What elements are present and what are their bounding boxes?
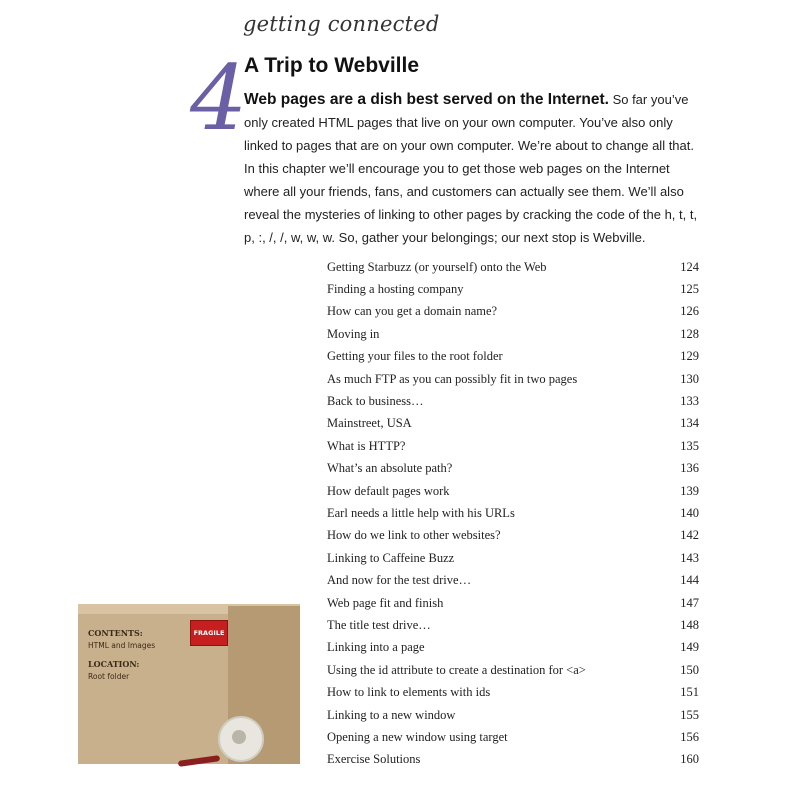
toc-entry-title: Getting Starbuzz (or yourself) onto the Web xyxy=(327,259,547,274)
toc-entry-title: Getting your files to the root folder xyxy=(327,349,503,364)
toc-entry-page: 149 xyxy=(680,640,699,655)
toc-entry-title: Linking to Caffeine Buzz xyxy=(327,550,455,565)
toc-entry-page: 151 xyxy=(680,685,699,700)
box-label xyxy=(88,628,155,690)
toc-entry-page: 148 xyxy=(680,617,699,632)
toc-entry xyxy=(327,749,699,771)
toc-entry xyxy=(327,637,699,659)
toc-entry xyxy=(327,390,699,412)
toc-entry-page: 128 xyxy=(680,326,699,341)
toc-entry xyxy=(327,681,699,703)
box-location-label: LOCATION: xyxy=(88,659,140,669)
toc-entry-page: 130 xyxy=(680,371,699,386)
toc-entry-title: How do we link to other websites? xyxy=(327,528,501,543)
fragile-sticker: FRAGILE xyxy=(190,620,228,646)
toc-entry-title: How to link to elements with ids xyxy=(327,685,491,700)
toc-entry-page: 136 xyxy=(680,461,699,476)
box-contents-label: CONTENTS: xyxy=(88,628,143,638)
toc-entry xyxy=(327,704,699,726)
toc-entry xyxy=(327,547,699,569)
toc-entry-page: 142 xyxy=(680,528,699,543)
table-of-contents xyxy=(327,256,699,771)
toc-entry-title: Moving in xyxy=(327,326,380,341)
toc-entry-page: 155 xyxy=(680,707,699,722)
toc-entry-title: What’s an absolute path? xyxy=(327,461,453,476)
toc-entry xyxy=(327,525,699,547)
toc-entry-title: And now for the test drive… xyxy=(327,573,472,588)
toc-entry-page: 139 xyxy=(680,483,699,498)
toc-entry-page: 156 xyxy=(680,729,699,744)
toc-entry-title: As much FTP as you can possibly fit in two pages xyxy=(327,371,578,386)
box-location-value: Root folder xyxy=(88,672,130,681)
toc-entry xyxy=(327,278,699,300)
toc-entry xyxy=(327,256,699,278)
toc-entry-page: 126 xyxy=(680,304,699,319)
toc-entry xyxy=(327,346,699,368)
moving-box-illustration xyxy=(70,598,280,778)
toc-entry xyxy=(327,458,699,480)
toc-entry xyxy=(327,659,699,681)
toc-entry-title: Web page fit and finish xyxy=(327,595,444,610)
toc-entry-page: 124 xyxy=(680,259,699,274)
toc-entry xyxy=(327,323,699,345)
toc-entry xyxy=(327,435,699,457)
box-contents-value: HTML and Images xyxy=(88,641,156,650)
toc-entry xyxy=(327,726,699,748)
toc-entry-title: The title test drive… xyxy=(327,617,431,632)
toc-entry-page: 150 xyxy=(680,662,699,677)
toc-entry-title: Exercise Solutions xyxy=(327,752,421,767)
toc-entry-title: Linking into a page xyxy=(327,640,425,655)
running-head: getting connected xyxy=(243,12,440,36)
toc-entry-page: 133 xyxy=(680,394,699,409)
toc-entry-page: 144 xyxy=(680,573,699,588)
toc-entry-title: Earl needs a little help with his URLs xyxy=(327,505,515,520)
toc-entry xyxy=(327,480,699,502)
toc-entry-page: 143 xyxy=(680,550,699,565)
chapter-intro xyxy=(244,88,704,249)
chapter-title: A Trip to Webville xyxy=(244,54,420,77)
toc-entry-page: 129 xyxy=(680,349,699,364)
toc-entry-title: Using the id attribute to create a destination for <a> xyxy=(327,662,586,677)
toc-entry-title: Back to business… xyxy=(327,394,424,409)
toc-entry-page: 135 xyxy=(680,438,699,453)
toc-entry xyxy=(327,569,699,591)
toc-entry xyxy=(327,614,699,636)
toc-entry-title: Opening a new window using target xyxy=(327,729,508,744)
toc-entry xyxy=(327,502,699,524)
toc-entry-page: 140 xyxy=(680,505,699,520)
toc-entry-title: Mainstreet, USA xyxy=(327,416,412,431)
toc-entry-page: 134 xyxy=(680,416,699,431)
intro-lead: Web pages are a dish best served on the Internet. xyxy=(244,91,609,108)
toc-entry-page: 125 xyxy=(680,282,699,297)
toc-entry xyxy=(327,368,699,390)
toc-entry-title: Finding a hosting company xyxy=(327,282,464,297)
toc-entry-title: How can you get a domain name? xyxy=(327,304,498,319)
toc-entry-title: Linking to a new window xyxy=(327,707,456,722)
tape-roll-icon xyxy=(218,716,264,762)
toc-entry xyxy=(327,413,699,435)
toc-entry-page: 160 xyxy=(680,752,699,767)
chapter-number: 4 xyxy=(190,46,248,151)
toc-entry xyxy=(327,592,699,614)
toc-entry-title: How default pages work xyxy=(327,483,450,498)
toc-entry xyxy=(327,301,699,323)
toc-entry-title: What is HTTP? xyxy=(327,438,406,453)
intro-body: So far you’ve only created HTML pages that live on your own computer. You’ve also only linked to pages that are on your own computer. We’re about to change all that. In this chapter we’ll encourage you to get those web pages on the Internet where all your friends, fans, and customers can actually see them. We’ll also reveal the mysteries of linking to other pages by cracking the code of the h, t, t, p, :, /, /, w, w, w. So, gather your belongings; our next stop is Webville. xyxy=(244,92,698,245)
toc-entry-page: 147 xyxy=(680,595,699,610)
